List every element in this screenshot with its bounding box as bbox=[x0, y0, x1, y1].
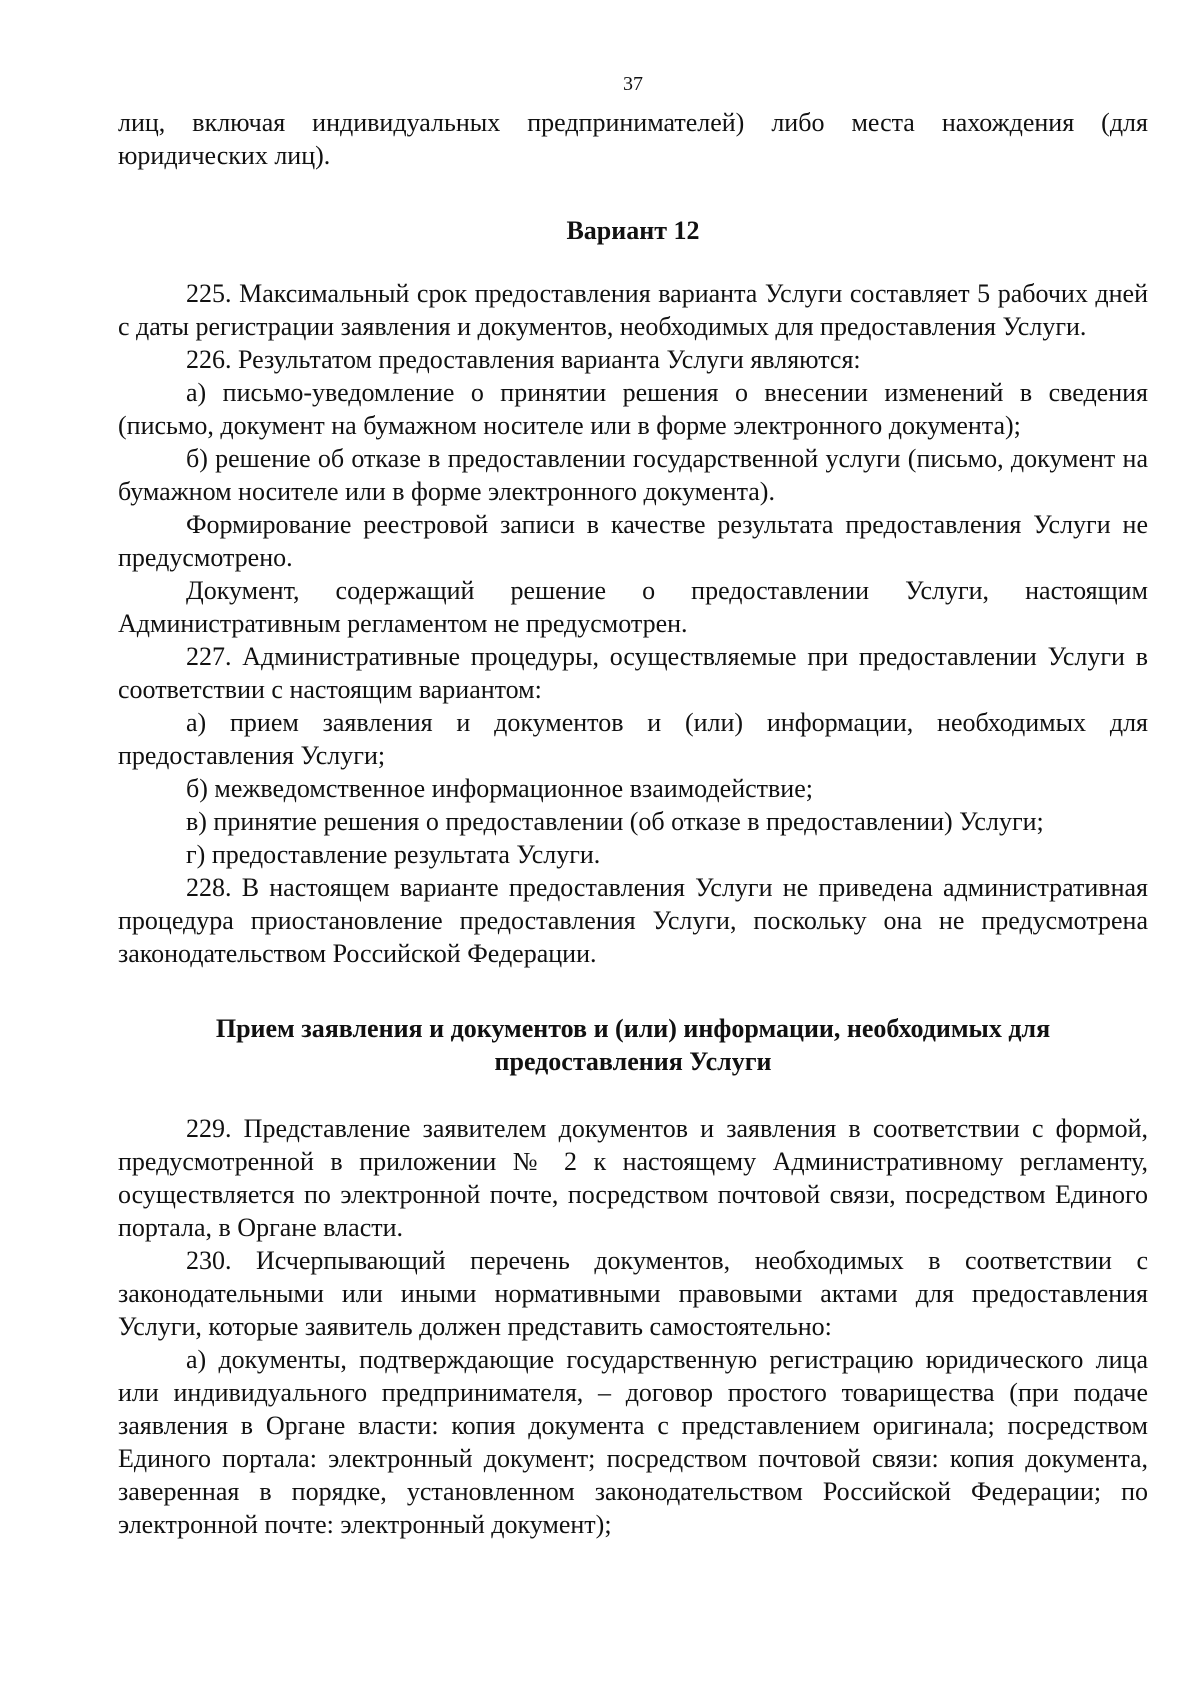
list-item-226-b: б) решение об отказе в предоставлении государственной услуги (письмо, документ на бумажном носителе или в форме электронного документа). bbox=[118, 444, 1148, 506]
section-heading-variant: Вариант 12 bbox=[566, 216, 700, 245]
paragraph-230: 230. Исчерпывающий перечень документов, необходимых в соответствии с законодательными или иными нормативными правовыми актами для предоставления Услуги, которые заявитель должен представить самостоятельно: bbox=[118, 1246, 1148, 1341]
list-item-227-v: в) принятие решения о предоставлении (об отказе в предоставлении) Услуги; bbox=[186, 807, 1044, 836]
paragraph-227: 227. Административные процедуры, осуществляемые при предоставлении Услуги в соответствии с настоящим вариантом: bbox=[118, 642, 1148, 704]
list-item-230-a: а) документы, подтверждающие государственную регистрацию юридического лица или индивидуального предпринимателя, – договор простого товарищества (при подаче заявления в Органе власти: копия документа с представлением оригинала; посредством Единого портала: электронный документ; посредством почтовой связи: копия документа, заверенная в порядке, установленном законодательством Российской Федерации; по электронной почте: электронный документ); bbox=[118, 1345, 1148, 1539]
list-item-226-a: а) письмо-уведомление о принятии решения о внесении изменений в сведения (письмо, документ на бумажном носителе или в форме электронного документа); bbox=[118, 378, 1148, 440]
paragraph-229: 229. Представление заявителем документов и заявления в соответствии с формой, предусмотренной в приложении № 2 к настоящему Административному регламенту, осуществляется по электронной почте, посредством почтовой связи, посредством Единого портала, в Органе власти. bbox=[118, 1114, 1148, 1242]
list-item-227-b: б) межведомственное информационное взаимодействие; bbox=[186, 774, 813, 803]
document-page bbox=[118, 72, 1148, 1541]
paragraph-226: 226. Результатом предоставления варианта Услуги являются: bbox=[186, 345, 861, 374]
paragraph-decision-document: Документ, содержащий решение о предоставлении Услуги, настоящим Административным регламентом не предусмотрен. bbox=[118, 576, 1148, 638]
page-number: 37 bbox=[623, 73, 643, 95]
section-heading-application: Прием заявления и документов и (или) информации, необходимых для предоставления Услуги bbox=[215, 1014, 1051, 1076]
list-item-227-a: а) прием заявления и документов и (или) информации, необходимых для предоставления Услуги; bbox=[118, 708, 1148, 770]
continuation-paragraph: лиц, включая индивидуальных предпринимателей) либо места нахождения (для юридических лиц). bbox=[118, 108, 1148, 170]
list-item-227-g: г) предоставление результата Услуги. bbox=[186, 840, 601, 869]
paragraph-225: 225. Максимальный срок предоставления варианта Услуги составляет 5 рабочих дней с даты регистрации заявления и документов, необходимых для предоставления Услуги. bbox=[118, 279, 1148, 341]
paragraph-228: 228. В настоящем варианте предоставления Услуги не приведена административная процедура приостановление предоставления Услуги, поскольку она не предусмотрена законодательством Российской Федерации. bbox=[118, 873, 1148, 968]
paragraph-registry-record: Формирование реестровой записи в качестве результата предоставления Услуги не предусмотрено. bbox=[118, 510, 1148, 572]
